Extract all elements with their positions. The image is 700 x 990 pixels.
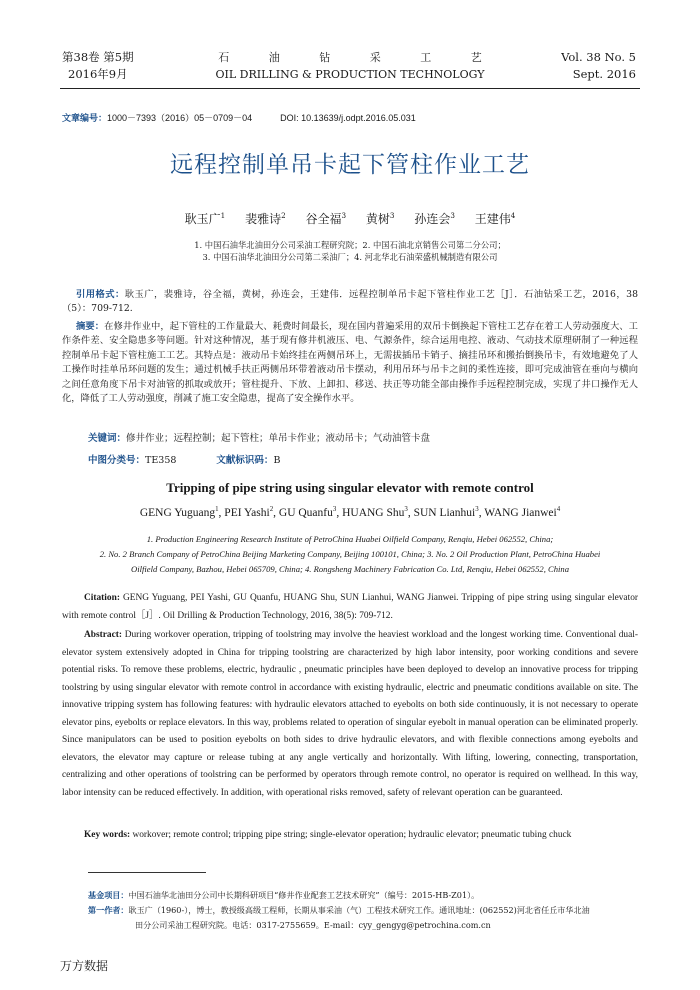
article-meta: [62, 111, 416, 124]
author-en: GENG Yuguang$^1$,: [139, 506, 225, 519]
affiliation-line: 2. No. 2 Branch Company of PetroChina Beijing Marketing Company, Beijing 100101, China; 3. No. 2 Oil Production Plant, PetroChina Huabei: [99, 549, 601, 559]
author-affil-mark: 3: [341, 211, 347, 220]
keywords-cn-label: 关键词：: [88, 433, 127, 444]
keywords-cn-text: 修井作业；远程控制；起下管柱；单吊卡作业；液动吊卡；气动油管卡盘: [126, 433, 431, 444]
author-affil-mark: 4: [556, 506, 561, 514]
header-date-cn: 2016年9月: [68, 67, 128, 81]
author-name: WANG Jianwei: [484, 507, 557, 519]
abstract-en-label: Abstract:: [84, 630, 123, 640]
journal-name-en: OIL DRILLING & PRODUCTION TECHNOLOGY: [215, 68, 485, 81]
author-name: SUN Lianhui: [413, 507, 476, 519]
keywords-cn: [88, 430, 430, 444]
abstract-cn-label: 摘要：: [76, 321, 105, 331]
author-affil-mark: 4: [510, 211, 516, 220]
authors-cn: [0, 210, 700, 227]
article-no: 1000－7393（2016）05－0709－04: [107, 113, 253, 123]
author-affil-mark: 1: [220, 211, 226, 220]
clc-value: TE358: [145, 455, 177, 466]
page-title-cn: 远程控制单吊卡起下管柱作业工艺: [170, 152, 530, 178]
citation-cn-label: 引用格式：: [76, 289, 125, 299]
doc-code-value: B: [273, 455, 281, 466]
affiliations-en: [62, 532, 638, 577]
author-cn: [414, 212, 455, 226]
abstract-cn: [62, 319, 638, 406]
keywords-en: [62, 827, 638, 845]
footnote-author: [62, 903, 638, 933]
footnote-fund: [62, 888, 638, 903]
author-cn: [245, 212, 286, 226]
author-en: GU Quanfu$^3$,: [278, 506, 343, 519]
doc-code-label: 文献标识码：: [216, 455, 274, 466]
author-name: GENG Yuguang: [139, 507, 216, 519]
citation-en-text: GENG Yuguang, PEI Yashi, GU Quanfu, HUANG Shu, SUN Lianhui, WANG Jianwei. Tripping of pipe string using singular elevator with remote control［J］. Oil Drilling & Production Technology, 2016, 38(5): 709-712.: [62, 593, 638, 621]
clc-label: 中图分类号：: [88, 455, 146, 466]
affiliations-cn: [0, 239, 700, 263]
header-vol-issue-en: Vol. 38 No. 5: [561, 50, 636, 64]
citation-cn: [62, 287, 638, 317]
first-author-label: 第一作者：: [88, 906, 129, 915]
article-no-label: 文章编号：: [62, 113, 108, 123]
author-affil-mark: 3: [450, 211, 455, 220]
journal-name-cn: 石 油 钻 采 工 艺: [218, 51, 500, 64]
wanfang-watermark: 万方数据: [60, 959, 109, 973]
first-author-line1: 耿玉广（1960-），博士，教授级高级工程师，长期从事采油（气）工程技术研究工作。通讯地址：(062552)河北省任丘市华北油: [128, 905, 590, 915]
citation-cn-text: 耿玉广，裴雅诗，谷全福，黄树，孙连会，王建伟．远程控制单吊卡起下管柱作业工艺［J］．石油钻采工艺，2016，38（5）：709-712.: [62, 289, 638, 315]
author-name: GU Quanfu: [278, 507, 333, 519]
authors-en: [0, 507, 700, 519]
page-title-en: Tripping of pipe string using singular elevator with remote control: [166, 480, 534, 495]
author-affil-mark: 3: [332, 506, 337, 514]
author-en: SUN Lianhui$^3$,: [413, 506, 485, 519]
header-date-en: Sept. 2016: [572, 67, 636, 81]
abstract-cn-text: 在修井作业中，起下管柱的工作量最大、耗费时间最长，现在国内普遍采用的双吊卡倒换起下管柱工艺存在着工人劳动强度大、工作条件差、安全隐患多等问题。针对这种情况，基于现有修井机液压、电、气源条件，综合运用电控、液动、气动技术原理研制了一种远程控制单吊卡起下管柱施工工艺。其特点是：液动吊卡始终挂在两侧吊环上，无需拔插吊卡销子、摘挂吊环和搬抬倒换吊卡，有效地避免了人工操作时挂单吊环问题的发生；通过机械手扶正两侧吊环带着液动吊卡摆动，利用吊环与吊卡之间的柔性连接，即可完成油管在垂向与横向之间任意角度下吊卡对油管的抓取或放开；管柱提升、下放、上卸扣、移送、扶正等功能全部由操作手远程控制完成，实现了井口操作无人化，降低了工人劳动强度，削减了施工安全隐患，提高了安全操作水平。: [62, 321, 638, 405]
author-affil-mark: 3: [389, 211, 395, 220]
keywords-en-label: Key words:: [84, 830, 131, 840]
author-cn: [185, 212, 226, 226]
fund-text: 中国石油华北油田分公司中长期科研项目“修井作业配套工艺技术研究”（编号：2015-HB-Z01）。: [128, 890, 480, 900]
author-affil-mark: 1: [215, 506, 219, 514]
author-cn: [305, 212, 346, 226]
header-volume-en: [561, 49, 636, 83]
author-affil-mark: 3: [404, 506, 408, 514]
first-author-line2: 田分公司采油工程研究院。电话：0317-2755659。E-mail：cyy_gengyg@petrochina.com.cn: [135, 920, 491, 930]
author-name: HUANG Shu: [342, 507, 405, 519]
author-en: [484, 507, 560, 519]
header-divider: [60, 88, 640, 89]
citation-en: [62, 590, 638, 625]
author-en: HUANG Shu$^3$,: [342, 506, 414, 519]
abstract-en-text: During workover operation, tripping of toolstring may involve the heaviest workload and the longest working time. Conventional dual-elevator system extensively adopted in China for tripping toolstring are characterized by high labor intensity, poor working conditions and severe potential risks. To remove these problems, electric, hydraulic , pneumatic principles have been deployed to develop an innovative process for tripping toolstring by using singular elevator with remote control in accordance with existing hydraulic, electric and pneumatic conditions available on site. The innovative tripping system has following features: with hydraulic elevators attached to eyebolts on both side continuously, it is not necessary to operate elevator pins, eyebolts or replace elevators. In this way, problems related to operation of singular eyebolt in manual operation can be eliminated properly. Since manipulators can be used to position eyebolts on both sides to drive hydraulic elevators, and with flexible connections among eyebolts and elevators, the elevator may capture or release tubing at any angle vertically and horizontally. With lifting, lowering, connecting, transportation, centralizing and other operations of toolstring can be performed by operators through remote control, no operator is required on wellhead. In this way, labor intensity can be reduced effectively. In addition, with operational risks removed, safety of relevant operation can be guaranteed.: [62, 630, 638, 798]
author-name: 谷全福: [305, 212, 342, 226]
author-name: 裴雅诗: [245, 212, 282, 226]
header-vol-issue-cn: 第38卷 第5期: [62, 50, 134, 64]
author-affil-mark: 2: [281, 211, 286, 220]
keywords-en-text: workover; remote control; tripping pipe string; single-elevator operation; hydraulic elevator; pneumatic tubing chuck: [132, 830, 572, 840]
abstract-en: [62, 627, 638, 802]
doi[interactable]: DOI: 10.13639/j.odpt.2016.05.031: [280, 113, 416, 123]
author-cn: [475, 212, 516, 226]
author-cn: [366, 212, 395, 226]
author-name: PEI Yashi: [224, 507, 270, 519]
footnote-divider: [88, 872, 206, 873]
classification: [88, 452, 280, 466]
author-en: PEI Yashi$^2$,: [224, 506, 279, 519]
affiliation-line: Oilfield Company, Bazhou, Hebei 065709, China; 4. Rongsheng Machinery Fabrication Co. Ltd, Renqiu, Hebei 062552, China: [131, 564, 569, 574]
affiliation-line: 1. Production Engineering Research Institute of PetroChina Huabei Oilfield Company, Renqiu, Hebei 062552, China;: [146, 534, 554, 544]
author-name: 王建伟: [474, 212, 511, 226]
fund-label: 基金项目：: [88, 891, 129, 900]
author-affil-mark: 2: [269, 506, 274, 514]
affiliation-line: 1. 中国石油华北油田分公司采油工程研究院；2. 中国石油北京销售公司第二分公司；: [194, 240, 506, 250]
author-name: 孙连会: [414, 212, 451, 226]
author-name: 耿玉广: [184, 212, 221, 226]
citation-en-label: Citation:: [84, 593, 120, 603]
affiliation-line: 3. 中国石油华北油田分公司第二采油厂；4. 河北华北石油荣盛机械制造有限公司: [202, 252, 498, 262]
author-affil-mark: 3: [475, 506, 479, 514]
author-name: 黄树: [365, 212, 390, 226]
